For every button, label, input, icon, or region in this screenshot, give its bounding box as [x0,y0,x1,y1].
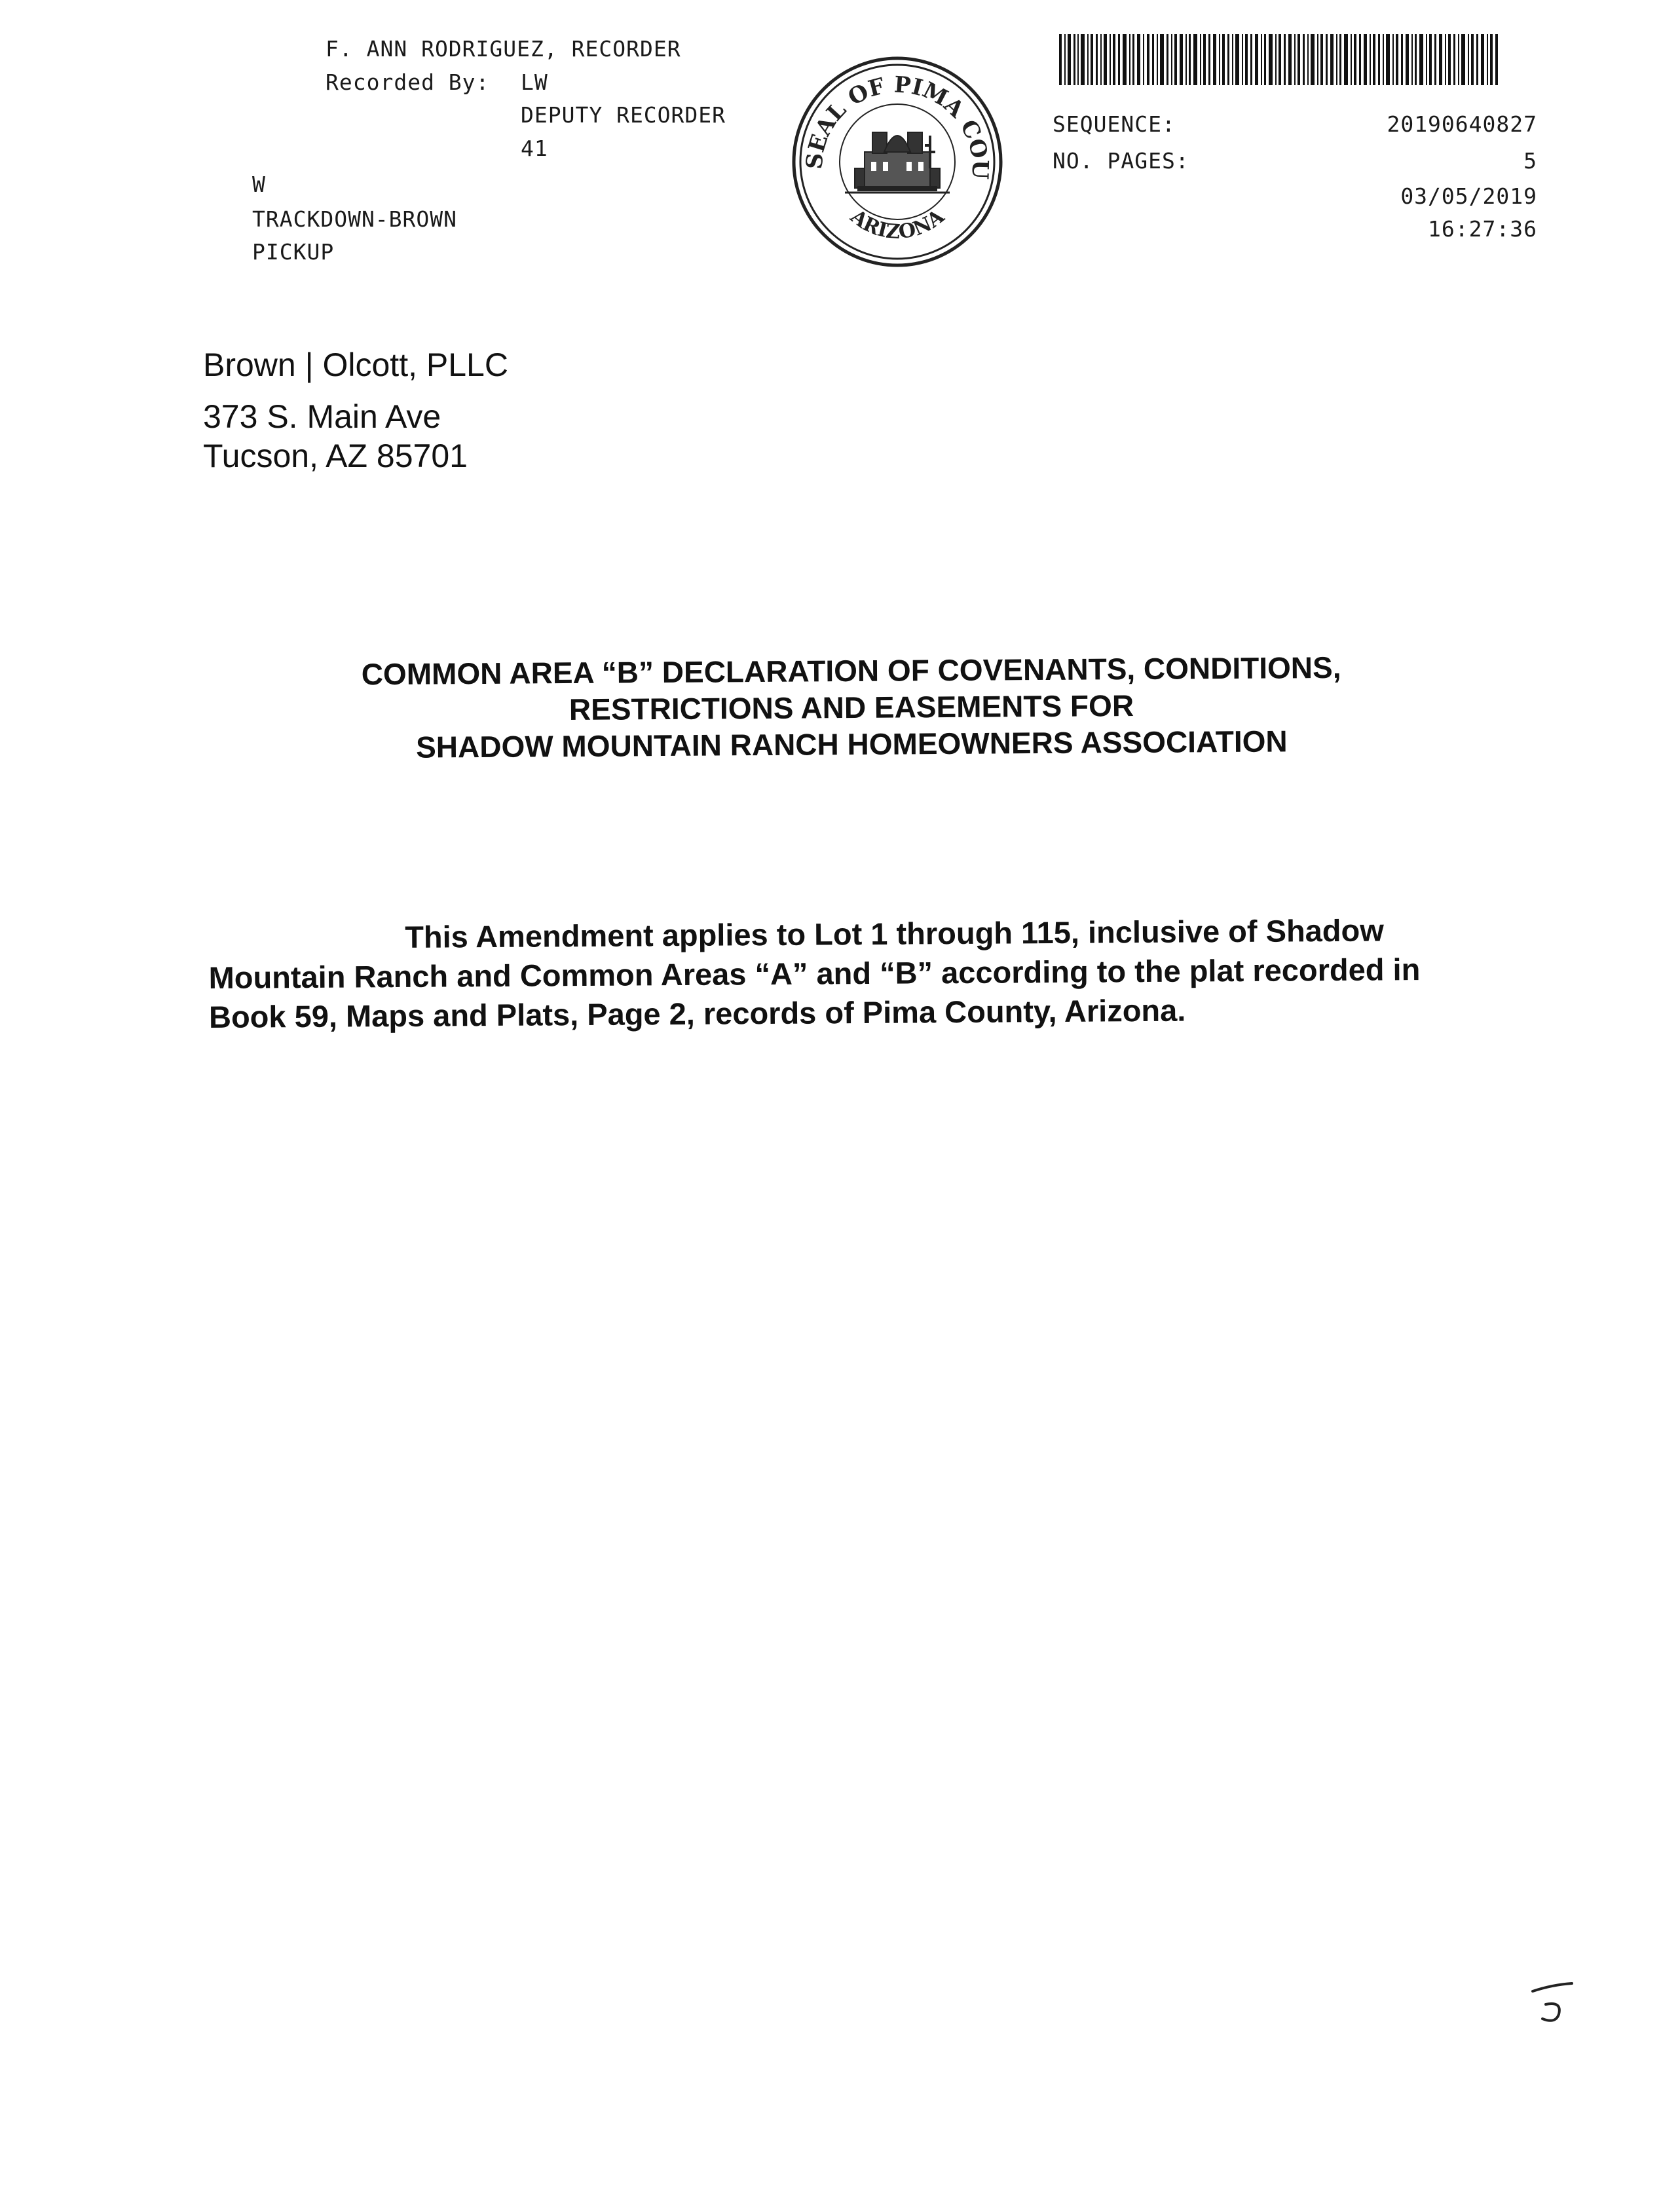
recording-date: 03/05/2019 [1400,183,1537,209]
seal-top-text: SEAL OF PIMA COU [801,71,994,180]
document-title [196,648,1506,767]
pickup-label: PICKUP [252,239,335,265]
pages-label: NO. PAGES: [1053,148,1189,174]
recorded-by-label: Recorded By: [326,69,490,95]
seal-bottom-text: ARIZONA [846,205,949,244]
recorded-by-value: LW [521,69,548,95]
svg-text:ARIZONA [846,205,949,244]
sequence-value: 20190640827 [1387,111,1537,137]
recorder-name: F. ANN RODRIGUEZ, RECORDER [326,36,681,62]
handwritten-page-mark-icon [1526,1972,1585,2031]
title-line-3: SHADOW MOUNTAIN RANCH HOMEOWNERS ASSOCIATION [415,724,1288,764]
barcode-icon [1059,34,1498,85]
code-w: W [252,172,266,197]
return-address-line2: 373 S. Main Ave [203,398,441,435]
sequence-label: SEQUENCE: [1053,111,1176,137]
title-line-1: COMMON AREA “B” DECLARATION OF COVENANTS, CONDITIONS, [361,650,1341,692]
recording-time: 16:27:36 [1428,216,1537,242]
deputy-recorder-label: DEPUTY RECORDER [521,102,726,128]
return-address-line3: Tucson, AZ 85701 [203,438,468,474]
return-address-line1: Brown | Olcott, PLLC [203,347,508,383]
trackdown-label: TRACKDOWN-BROWN [252,206,458,232]
amendment-paragraph [208,910,1506,1037]
deputy-number: 41 [521,136,548,161]
pages-value: 5 [1523,148,1537,174]
paragraph-line-3: Book 59, Maps and Plats, Page 2, records of Pima County, Arizona. [208,992,1186,1034]
county-seal-icon [786,54,1009,270]
paragraph-line-2: Mountain Ranch and Common Areas “A” and “B” according to the plat recorded in [208,952,1421,995]
paragraph-line-1: This Amendment applies to Lot 1 through 115, inclusive of Shadow [405,912,1384,954]
title-line-2: RESTRICTIONS AND EASEMENTS FOR [569,688,1134,727]
